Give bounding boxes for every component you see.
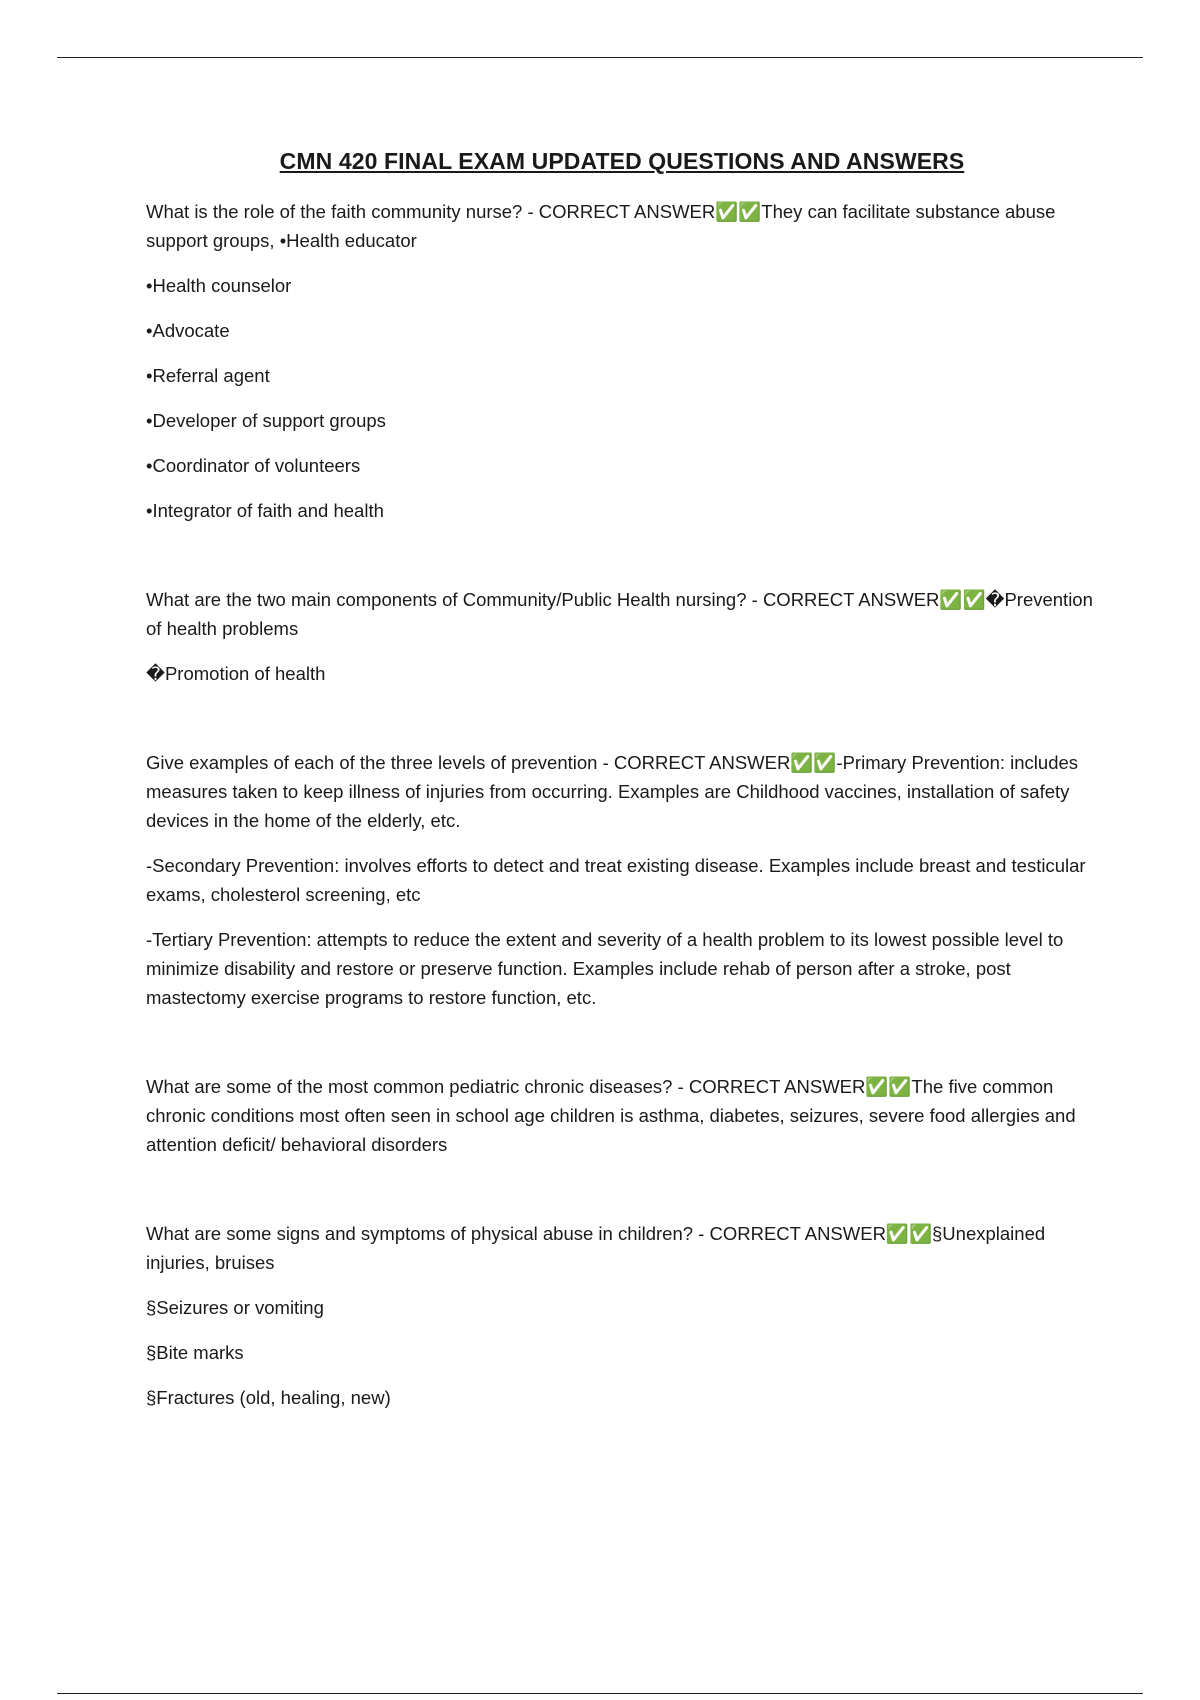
top-rule	[57, 57, 1143, 58]
q1-item: •Advocate	[146, 320, 230, 341]
spacer	[146, 541, 1098, 585]
spacer	[146, 1175, 1098, 1219]
question-1: What is the role of the faith community nurse? - CORRECT ANSWER✅✅They can facilitate substance abuse support groups, •Health educator	[146, 201, 1056, 251]
q5-item: §Bite marks	[146, 1342, 244, 1363]
question-5: What are some signs and symptoms of physical abuse in children? - CORRECT ANSWER✅✅§Unexplained injuries, bruises	[146, 1223, 1046, 1273]
q5-item: §Fractures (old, healing, new)	[146, 1387, 391, 1408]
q1-item: •Health counselor	[146, 275, 292, 296]
spacer	[146, 704, 1098, 748]
q5-item: §Seizures or vomiting	[146, 1297, 324, 1318]
bottom-rule	[57, 1693, 1143, 1694]
q2-item: �Promotion of health	[146, 663, 326, 684]
document-title: CMN 420 FINAL EXAM UPDATED QUESTIONS AND ANSWERS	[279, 148, 965, 174]
question-2: What are the two main components of Community/Public Health nursing? - CORRECT ANSWER✅✅�Prevention of health problems	[146, 589, 1093, 639]
q1-item: •Developer of support groups	[146, 410, 386, 431]
q1-item: •Referral agent	[146, 365, 270, 386]
q1-item: •Coordinator of volunteers	[146, 455, 361, 476]
q3-item: -Tertiary Prevention: attempts to reduce the extent and severity of a health problem to its lowest possible level to minimize disability and restore or preserve function. Examples include rehab of person after a stroke, post mastectomy exercise programs to restore function, etc.	[146, 929, 1064, 1008]
question-3: Give examples of each of the three levels of prevention - CORRECT ANSWER✅✅-Primary Prevention: includes measures taken to keep illness of injuries from occurring. Examples are Childhood vaccines, installation of safety devices in the home of the elderly, etc.	[146, 752, 1079, 831]
q1-item: •Integrator of faith and health	[146, 500, 384, 521]
document-body	[146, 140, 1098, 1428]
question-4: What are some of the most common pediatric chronic diseases? - CORRECT ANSWER✅✅The five common chronic conditions most often seen in school age children is asthma, diabetes, seizures, severe food allergies and attention deficit/ behavioral disorders	[146, 1076, 1076, 1155]
q3-item: -Secondary Prevention: involves efforts to detect and treat existing disease. Examples include breast and testicular exams, cholesterol screening, etc	[146, 855, 1086, 905]
spacer	[146, 1028, 1098, 1072]
